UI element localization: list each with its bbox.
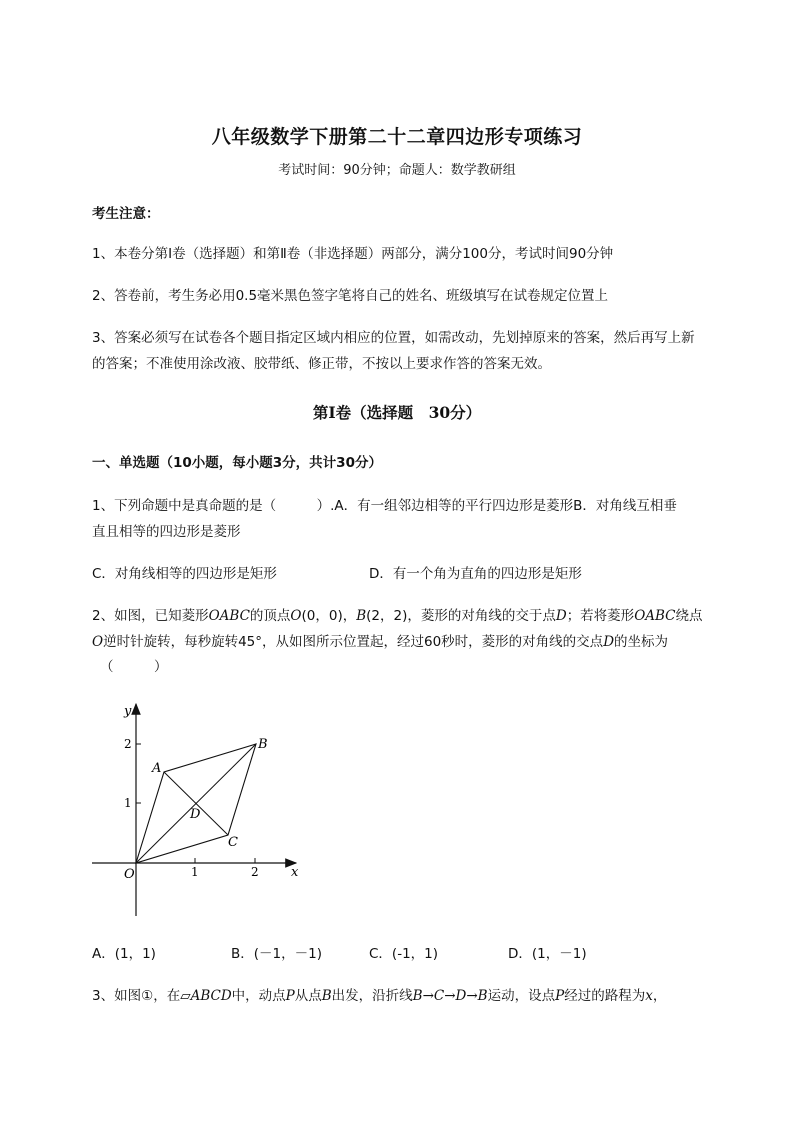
tick-y-2-label: 2 — [124, 737, 132, 751]
x-axis-label: x — [291, 865, 299, 880]
question-3-stem: 3、如图①，在▱ABCD中，动点P从点B出发，沿折线B→C→D→B运动，设点P经过的路程为x， — [92, 988, 667, 1004]
question-1-stem-cont: 直且相等的四边形是菱形 — [92, 524, 241, 540]
question-2-option-a: A．(1，1) — [92, 946, 156, 962]
question-1-option-c: C．对角线相等的四边形是矩形 — [92, 566, 277, 582]
question-2-line-2: O逆时针旋转，每秒旋转45°，从如图所示位置起，经过60秒时，菱形的对角线的交点D的坐标为 — [92, 634, 669, 650]
notice-item-3: 3、答案必须写在试卷各个题目指定区域内相应的位置，如需改动，先划掉原来的答案，然后再写上新 — [92, 330, 695, 346]
point-d-label: D — [190, 807, 201, 822]
notice-item-2: 2、答卷前，考生务必用0.5毫米黑色签字笔将自己的姓名、班级填写在试卷规定位置上 — [92, 288, 609, 304]
origin-label: O — [124, 867, 135, 882]
question-2-answer-blank: （ ） — [100, 659, 168, 675]
question-2-option-d: D．(1，－1) — [508, 946, 587, 962]
notice-item-3-cont: 的答案；不准使用涂改液、胶带纸、修正带，不按以上要求作答的答案无效。 — [92, 356, 551, 372]
tick-x-1-label: 1 — [191, 865, 199, 879]
question-1-stem: 1、下列命题中是真命题的是（ ）.A．有一组邻边相等的平行四边形是菱形B．对角线互相垂 — [92, 498, 677, 514]
y-axis-label: y — [124, 704, 132, 719]
notice-heading: 考生注意： — [92, 206, 160, 222]
notice-item-1: 1、本卷分第I卷（选择题）和第Ⅱ卷（非选择题）两部分，满分100分，考试时间90分钟 — [92, 246, 614, 262]
part-heading: 一、单选题（10小题，每小题3分，共计30分） — [92, 455, 382, 471]
question-2-line-1: 2、如图，已知菱形OABC的顶点O(0，0)，B(2，2)，菱形的对角线的交于点D；若将菱形OABC绕点 — [92, 608, 703, 624]
question-2-option-b: B．(－1，－1) — [231, 946, 322, 962]
rhombus-figure — [80, 698, 310, 923]
point-a-label: A — [152, 761, 162, 776]
tick-y-1-label: 1 — [124, 796, 132, 810]
section-title: 第I卷（选择题 30分） — [312, 403, 482, 422]
question-1-option-d: D．有一个角为直角的四边形是矩形 — [369, 566, 582, 582]
question-2-option-c: C．(-1，1) — [369, 946, 439, 962]
point-c-label: C — [228, 835, 238, 850]
tick-x-2-label: 2 — [251, 865, 259, 879]
exam-info: 考试时间：90分钟；命题人：数学教研组 — [278, 163, 516, 178]
page-title: 八年级数学下册第二十二章四边形专项练习 — [211, 126, 583, 148]
point-b-label: B — [258, 737, 268, 752]
